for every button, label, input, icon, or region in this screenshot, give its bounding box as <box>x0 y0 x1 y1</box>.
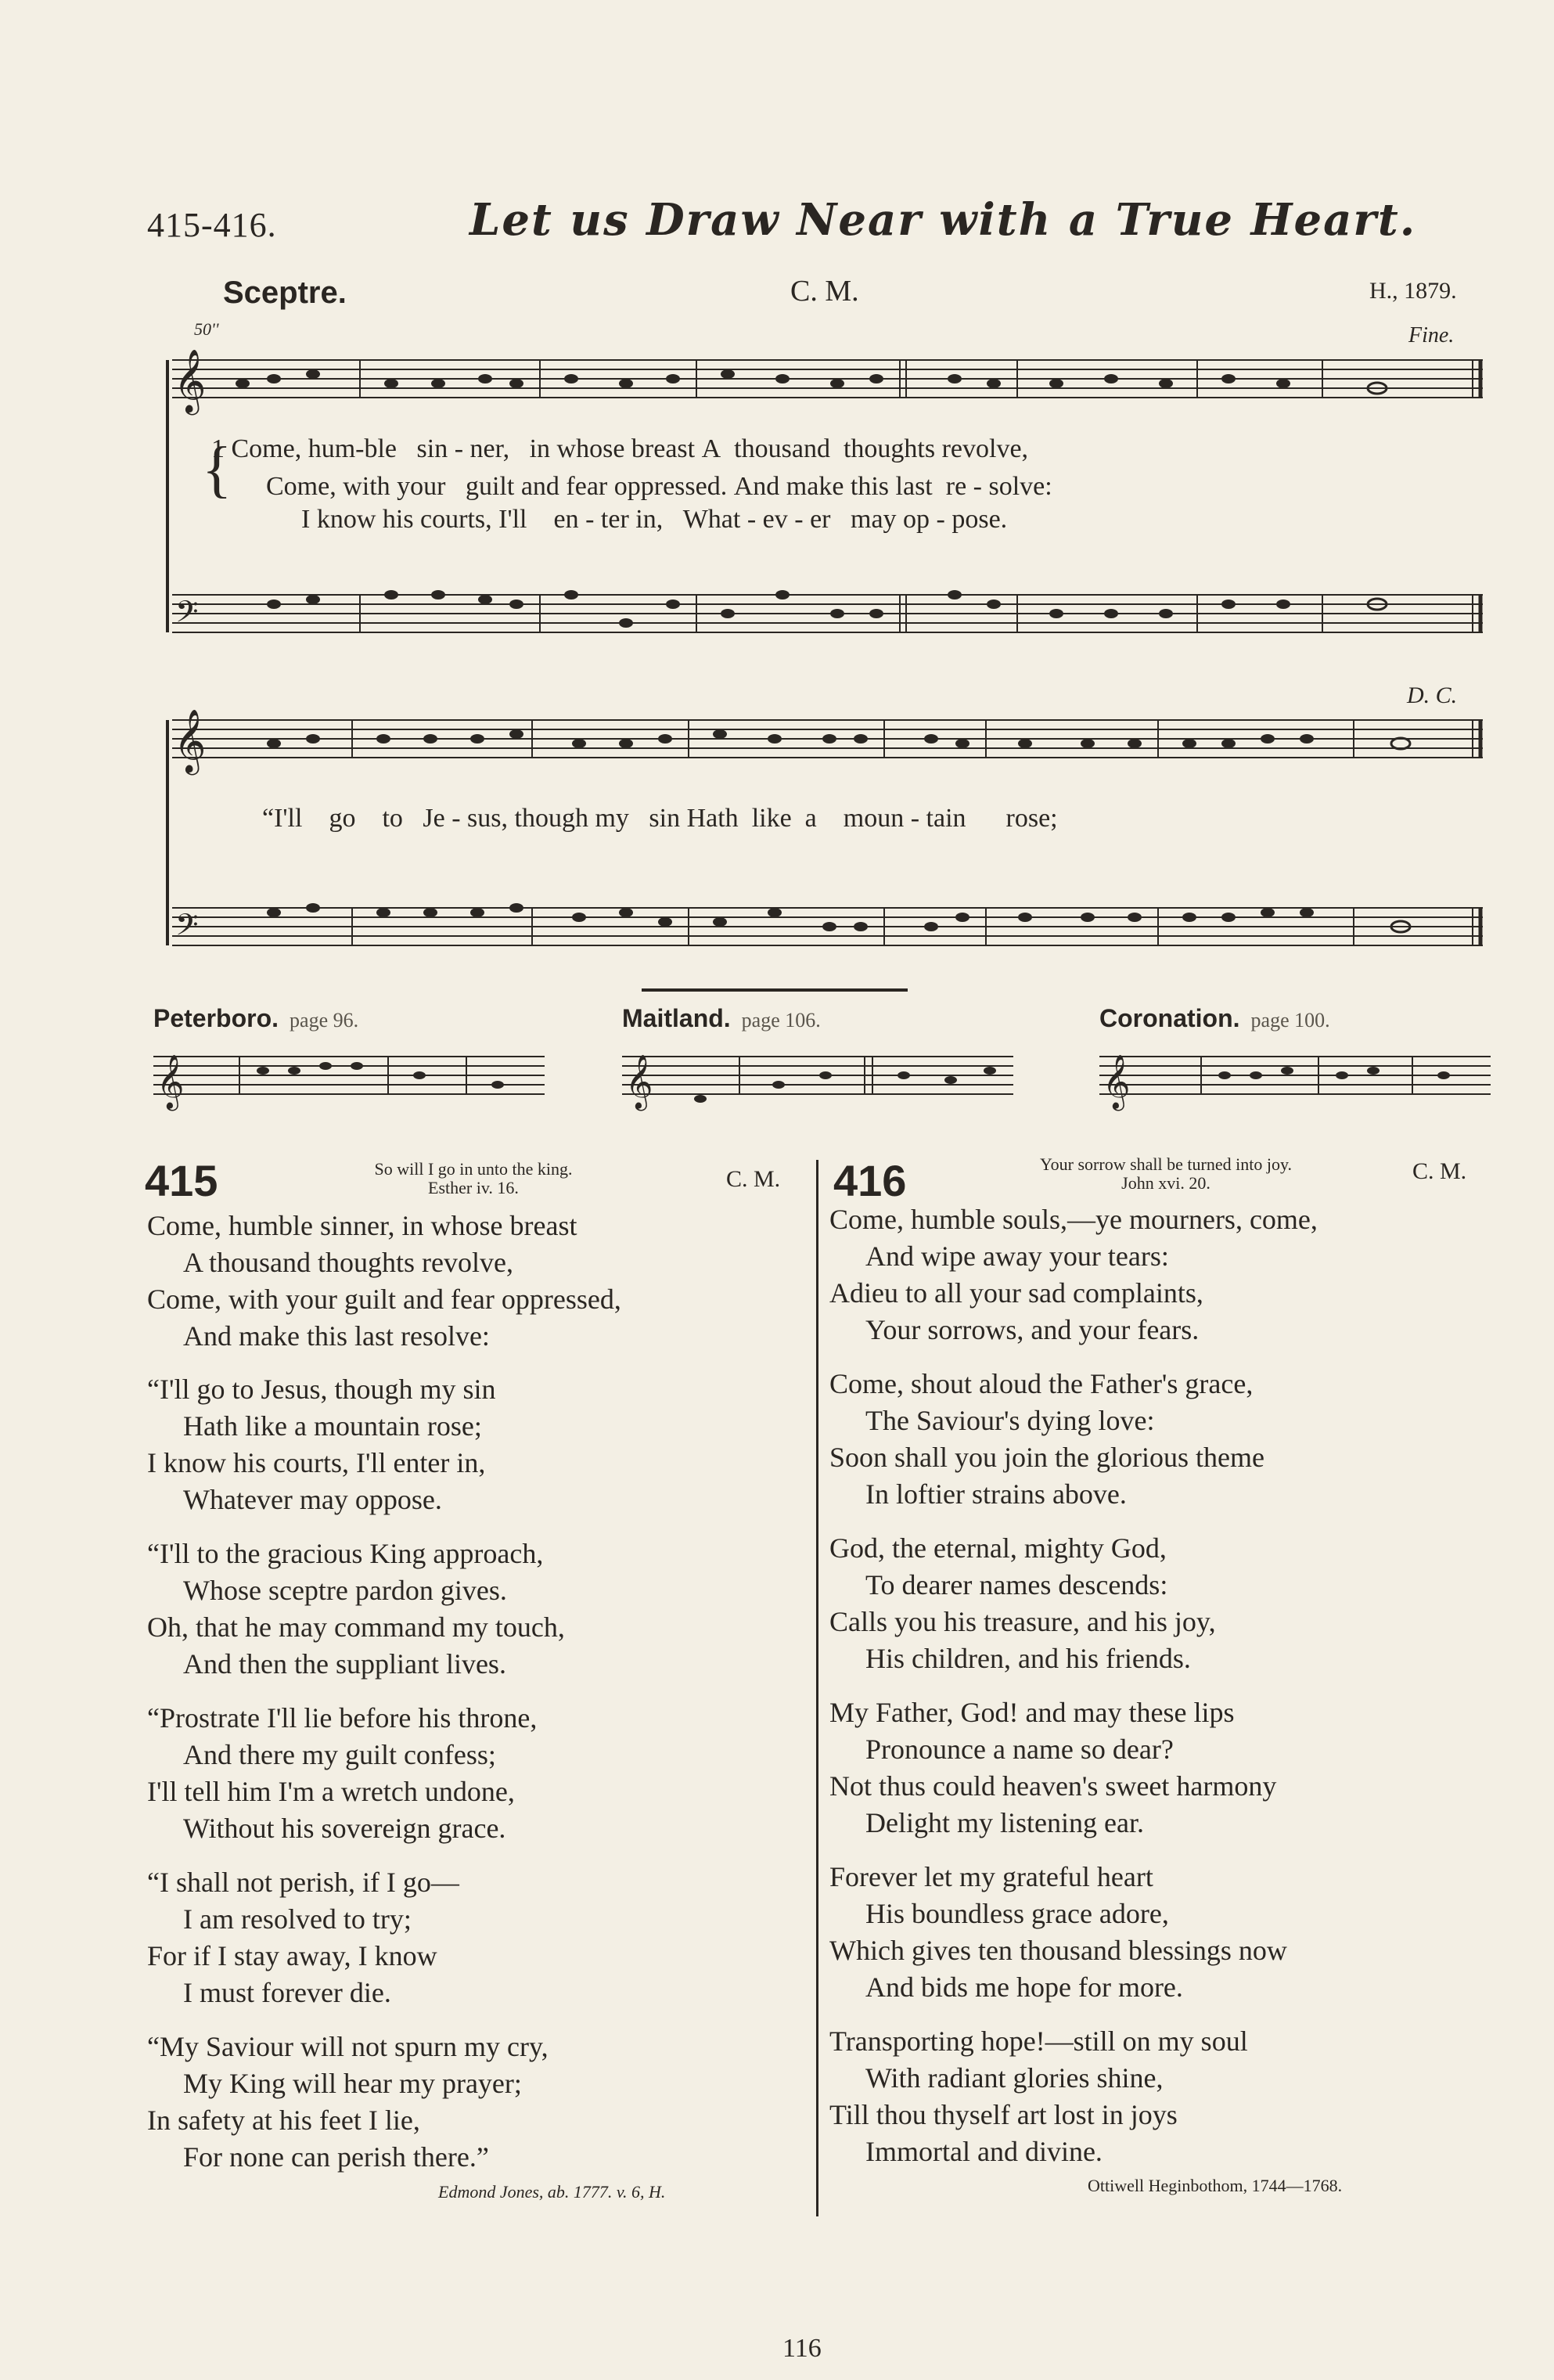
hymn-416-stanza-3: God, the eternal, mighty God, To dearer names descends: Calls you his treasure, and his joy, His children, and his friends. <box>829 1532 1216 1674</box>
svg-text:𝄞: 𝄞 <box>625 1054 653 1109</box>
hymn-416-stanza-4: My Father, God! and may these lips Pronounce a name so dear? Not thus could heaven's sweet harmony Delight my listening ear. <box>829 1697 1277 1838</box>
tune-name: Sceptre. <box>223 275 347 310</box>
page-title: Let us Draw Near with a True Heart. <box>469 194 1417 246</box>
alt-staff-maitland <box>622 1041 1021 1127</box>
lyric-line-2: Come, with your guilt and fear oppressed. And make this last re - solve: <box>266 472 1052 501</box>
hymn-415-meter: C. M. <box>726 1166 781 1192</box>
hymn-416-meter: C. M. <box>1412 1158 1467 1184</box>
lyric-brace: { <box>202 435 232 504</box>
alt-tune-peterboro: Peterboro. page 96. <box>153 1004 359 1032</box>
svg-text:𝄞: 𝄞 <box>156 1054 185 1109</box>
hymn-415-stanza-3: “I'll to the gracious King approach, Whose sceptre pardon gives. Oh, that he may command my touch, And then the suppliant lives. <box>147 1538 565 1680</box>
lyric-line-3: I know his courts, I'll en - ter in, What - ev - er may op - pose. <box>301 505 1008 534</box>
hymn-415-stanza-2: “I'll go to Jesus, though my sin Hath like a mountain rose; I know his courts, I'll enter in, Whatever may oppose. <box>147 1374 496 1515</box>
hymn-415-stanza-1: Come, humble sinner, in whose breast A thousand thoughts revolve, Come, with your guilt and fear oppressed, And make this last resolve: <box>147 1210 621 1352</box>
section-rule <box>642 988 908 992</box>
hymn-415-stanza-4: “Prostrate I'll lie before his throne, And there my guilt confess; I'll tell him I'm a wretch undone, Without his sovereign grace. <box>147 1702 538 1844</box>
lyric-line-1: 1 Come, hum-ble sin - ner, in whose breast A thousand thoughts revolve, <box>211 434 1029 463</box>
svg-text:𝄞: 𝄞 <box>174 348 207 412</box>
hymn-416-number: 416 <box>833 1156 907 1205</box>
tempo-mark: 50'' <box>194 319 219 339</box>
fine-mark: Fine. <box>1408 323 1455 347</box>
hymn-416-author: Ottiwell Heginbothom, 1744—1768. <box>1088 2176 1343 2195</box>
hymn-415-stanza-5: “I shall not perish, if I go— I am resolved to try; For if I stay away, I know I must forever die. <box>147 1867 459 2008</box>
alt-staff-peterboro <box>153 1041 552 1111</box>
hymn-416-stanza-5: Forever let my grateful heart His boundless grace adore, Which gives ten thousand blessings now And bids me hope for more. <box>829 1861 1287 2003</box>
hymn-415-scripture: So will I go in unto the king. Esther iv. 16. <box>374 1159 573 1197</box>
lyric-line-4: “I'll go to Je - sus, though my sin Hath like a moun - tain rose; <box>262 804 1058 833</box>
svg-text:𝄞: 𝄞 <box>174 708 207 772</box>
hymn-415-author: Edmond Jones, ab. 1777. v. 6, H. <box>438 2182 666 2202</box>
svg-text:𝄞: 𝄞 <box>1103 1054 1131 1109</box>
hymn-416-stanza-2: Come, shout aloud the Father's grace, The Saviour's dying love: Soon shall you join the glorious theme In loftier strains above. <box>829 1368 1264 1510</box>
dc-mark: D. C. <box>1407 682 1458 708</box>
tune-composer: H., 1879. <box>1369 278 1457 304</box>
alt-staff-coronation <box>1099 1041 1498 1127</box>
hymn-415-stanza-6: “My Saviour will not spurn my cry, My King will hear my prayer; In safety at his feet I lie, For none can perish there.” <box>147 2031 549 2173</box>
hymn-416-stanza-6: Transporting hope!—still on my soul With radiant glories shine, Till thou thyself art lost in joys Immortal and divine. <box>829 2025 1248 2167</box>
hymn-416-scripture: Your sorrow shall be turned into joy. John xvi. 20. <box>1039 1154 1293 1193</box>
page-number: 116 <box>782 2334 822 2363</box>
hymn-range: 415-416. <box>147 206 277 244</box>
alt-tune-coronation: Coronation. page 100. <box>1099 1004 1330 1032</box>
hymn-416-stanza-1: Come, humble souls,—ye mourners, come, And wipe away your tears: Adieu to all your sad complaints, Your sorrows, and your fears. <box>829 1204 1318 1345</box>
hymn-415-number: 415 <box>145 1156 218 1205</box>
svg-text:𝄢: 𝄢 <box>175 907 199 949</box>
svg-text:𝄢: 𝄢 <box>175 594 199 636</box>
alt-tune-maitland: Maitland. page 106. <box>622 1004 821 1032</box>
tune-meter: C. M. <box>790 275 859 308</box>
column-divider <box>816 1160 818 2216</box>
music-system-2 <box>156 697 1487 970</box>
